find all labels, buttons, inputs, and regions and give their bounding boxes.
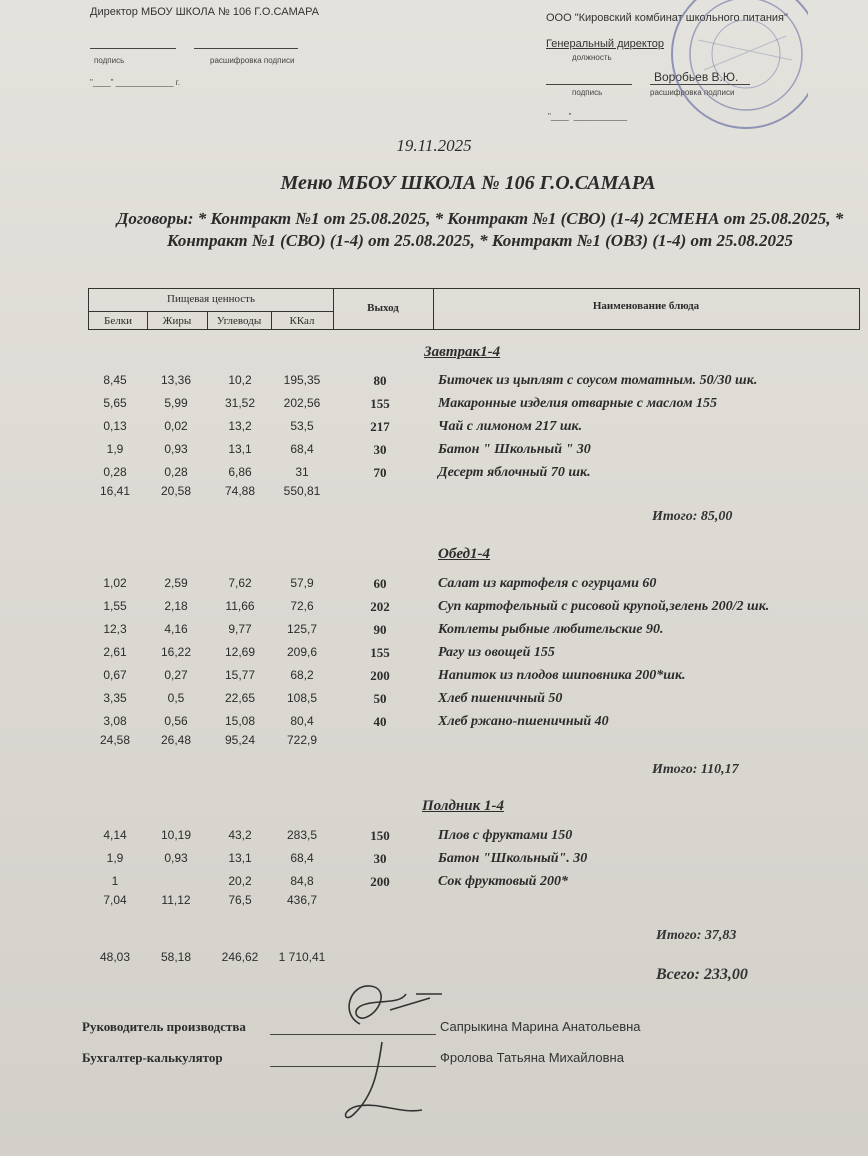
dish-name: Батон " Школьный " 30 (438, 442, 591, 457)
section-total: Итого: 110,17 (652, 762, 739, 777)
fats: 0,5 (167, 691, 185, 705)
signature-scribble-icon (330, 1040, 430, 1130)
sum-value: 74,88 (224, 484, 256, 498)
sum-value: 550,81 (283, 484, 321, 498)
director-title: Директор МБОУ ШКОЛА № 106 Г.О.САМАРА (90, 6, 320, 18)
proteins: 1,55 (103, 599, 127, 613)
right-date-line: "____" ____________ (548, 112, 628, 121)
kcal: 209,6 (286, 645, 318, 659)
table-row (0, 373, 868, 395)
decode-label: расшифровка подписи (210, 56, 295, 65)
carbs: 13,2 (228, 419, 252, 433)
fats: 4,16 (164, 622, 188, 636)
kcal: 53,5 (290, 419, 314, 433)
dish-name: Макаронные изделия отварные с маслом 155 (438, 396, 718, 411)
carbs: 20,2 (228, 874, 252, 888)
section-total: Итого: 37,83 (656, 928, 737, 943)
signature-name-2: Фролова Татьяна Михайловна (440, 1050, 624, 1065)
signature-role-1: Руководитель производства (82, 1019, 246, 1034)
proteins: 0,67 (103, 668, 127, 682)
signature-scribble-icon (320, 974, 450, 1034)
kcal: 108,5 (286, 691, 318, 705)
sum-value: 24,58 (99, 733, 131, 747)
proteins: 2,61 (103, 645, 127, 659)
table-row (0, 576, 868, 598)
table-row (0, 622, 868, 644)
fats: 0,93 (164, 851, 188, 865)
table-header (88, 288, 860, 330)
proteins: 12,3 (103, 622, 127, 636)
table-row (0, 396, 868, 418)
sum-value: 7,04 (103, 893, 127, 907)
carbs: 12,69 (224, 645, 256, 659)
fats: 13,36 (160, 373, 192, 387)
kcal: 80,4 (290, 714, 314, 728)
output: 80 (373, 373, 387, 388)
director-name: Воробьев В.Ю. (654, 70, 739, 84)
output: 200 (370, 874, 390, 889)
kcal: 68,4 (290, 851, 314, 865)
fats-header: Жиры (162, 315, 192, 327)
carbs: 10,2 (228, 373, 252, 387)
carbs: 9,77 (228, 622, 252, 636)
section-sum-row (0, 733, 868, 755)
section-title: Полдник 1-4 (422, 798, 504, 814)
signature-name-1: Сапрыкина Марина Анатольевна (440, 1019, 641, 1034)
dish-header: Наименование блюда (592, 300, 700, 312)
proteins: 1,9 (106, 851, 124, 865)
proteins: 1,9 (106, 442, 124, 456)
output: 217 (370, 419, 390, 434)
output: 155 (370, 396, 390, 411)
position-label: должность (572, 53, 612, 62)
dish-name: Котлеты рыбные любительские 90. (438, 622, 664, 637)
section-total: Итого: 85,00 (652, 509, 733, 524)
right-decode-label: расшифровка подписи (650, 88, 735, 97)
proteins: 3,08 (103, 714, 127, 728)
decode-line (194, 48, 298, 49)
grand-kcal: 1 710,41 (278, 950, 326, 964)
sum-value: 20,58 (160, 484, 192, 498)
table-row (0, 442, 868, 464)
dish-name: Батон "Школьный". 30 (438, 851, 588, 866)
dish-name: Десерт яблочный 70 шк. (438, 465, 591, 480)
fats: 0,02 (164, 419, 188, 433)
carbs: 13,1 (228, 851, 252, 865)
fats: 2,18 (164, 599, 188, 613)
output: 50 (373, 691, 387, 706)
menu-title: Меню МБОУ ШКОЛА № 106 Г.О.САМАРА (280, 172, 656, 194)
kcal: 202,56 (283, 396, 321, 410)
position: Генеральный директор (546, 38, 664, 50)
table-row (0, 645, 868, 667)
right-sign-label: подпись (572, 88, 603, 97)
grand-total: Всего: 233,00 (656, 966, 748, 983)
kcal: 68,2 (290, 668, 314, 682)
dish-name: Хлеб пшеничный 50 (438, 691, 563, 706)
kcal: 283,5 (286, 828, 318, 842)
fats: 0,56 (164, 714, 188, 728)
signature-line-1 (270, 1034, 436, 1035)
fats: 0,27 (164, 668, 188, 682)
dish-name: Хлеб ржано-пшеничный 40 (438, 714, 609, 729)
output: 150 (370, 828, 390, 843)
output: 155 (370, 645, 390, 660)
carbs: 13,1 (228, 442, 252, 456)
proteins-header: Белки (104, 315, 132, 327)
sum-value: 722,9 (286, 733, 318, 747)
fats: 0,28 (164, 465, 188, 479)
nutrition-header: Пищевая ценность (167, 293, 255, 305)
signature-role-2: Бухгалтер-калькулятор (82, 1050, 223, 1065)
table-row (0, 828, 868, 850)
carbs: 43,2 (228, 828, 252, 842)
contracts: Договоры: * Контракт №1 от 25.08.2025, * Контракт №1 (СВО) (1-4) 2СМЕНА от 25.08.2025, * Контракт №1 (СВО) (1-4) от 25.08.2025, * Контракт №1 (ОВЗ) (1-4) от 25.08.2025 (116, 209, 844, 250)
sum-value: 95,24 (224, 733, 256, 747)
section-title: Завтрак1-4 (424, 344, 501, 360)
dish-name: Биточек из цыплят с соусом томатным. 50/30 шк. (438, 373, 758, 388)
carbs: 11,66 (225, 599, 255, 613)
carbs: 15,08 (224, 714, 256, 728)
section-sum-row (0, 893, 868, 915)
carbs-header: Углеводы (216, 315, 262, 327)
output: 60 (373, 576, 387, 591)
kcal: 84,8 (290, 874, 314, 888)
carbs: 31,52 (224, 396, 256, 410)
dish-name: Салат из картофеля с огурцами 60 (438, 576, 657, 591)
dish-name: Напиток из плодов шиповника 200*шк. (438, 668, 686, 683)
kcal: 195,35 (283, 373, 321, 387)
output: 200 (370, 668, 390, 683)
fats: 5,99 (164, 396, 188, 410)
sum-value: 11,12 (161, 893, 191, 907)
grand-fats: 58,18 (160, 950, 192, 964)
fats: 2,59 (164, 576, 188, 590)
carbs: 15,77 (224, 668, 256, 682)
output: 30 (373, 851, 387, 866)
output-header: Выход (367, 302, 399, 314)
table-row (0, 851, 868, 873)
menu-date: 19.11.2025 (396, 136, 472, 155)
output: 30 (373, 442, 387, 457)
dish-name: Плов с фруктами 150 (438, 828, 573, 843)
fats: 0,93 (164, 442, 188, 456)
proteins: 5,65 (103, 396, 127, 410)
table-row (0, 668, 868, 690)
output: 40 (373, 714, 387, 729)
section-title: Обед1-4 (438, 546, 491, 562)
table-row (0, 419, 868, 441)
fats: 16,22 (160, 645, 192, 659)
org-name: ООО "Кировский комбинат школьного питания" (546, 12, 788, 24)
sum-value: 16,41 (99, 484, 131, 498)
carbs: 7,62 (228, 576, 252, 590)
proteins: 1 (111, 874, 119, 888)
table-row (0, 691, 868, 713)
kcal-header: ККал (289, 315, 315, 327)
carbs: 22,65 (224, 691, 256, 705)
proteins: 0,28 (103, 465, 127, 479)
table-row (0, 599, 868, 621)
kcal: 72,6 (290, 599, 314, 613)
dish-name: Суп картофельный с рисовой крупой,зелень 200/2 шк. (438, 599, 770, 614)
section-sum-row (0, 484, 868, 506)
sign-label: подпись (94, 56, 125, 65)
proteins: 1,02 (103, 576, 127, 590)
sum-value: 76,5 (228, 893, 252, 907)
fats: 10,19 (160, 828, 192, 842)
kcal: 31 (295, 465, 309, 479)
dish-name: Рагу из овощей 155 (438, 645, 555, 660)
grand-proteins: 48,03 (99, 950, 131, 964)
sign-line (90, 48, 176, 49)
sum-value: 26,48 (160, 733, 192, 747)
proteins: 3,35 (103, 691, 127, 705)
date-line: "____" _____________ г. (90, 78, 180, 87)
output: 202 (370, 599, 390, 614)
right-sign-line (546, 84, 632, 85)
proteins: 4,14 (103, 828, 127, 842)
dish-name: Чай с лимоном 217 шк. (438, 419, 583, 434)
proteins: 0,13 (103, 419, 127, 433)
sum-value: 436,7 (286, 893, 318, 907)
stamp-icon (628, 0, 808, 132)
kcal: 68,4 (290, 442, 314, 456)
kcal: 57,9 (290, 576, 314, 590)
grand-carbs: 246,62 (221, 950, 259, 964)
proteins: 8,45 (103, 373, 127, 387)
kcal: 125,7 (286, 622, 318, 636)
dish-name: Сок фруктовый 200* (438, 874, 568, 889)
carbs: 6,86 (228, 465, 252, 479)
output: 90 (373, 622, 387, 637)
output: 70 (373, 465, 387, 480)
